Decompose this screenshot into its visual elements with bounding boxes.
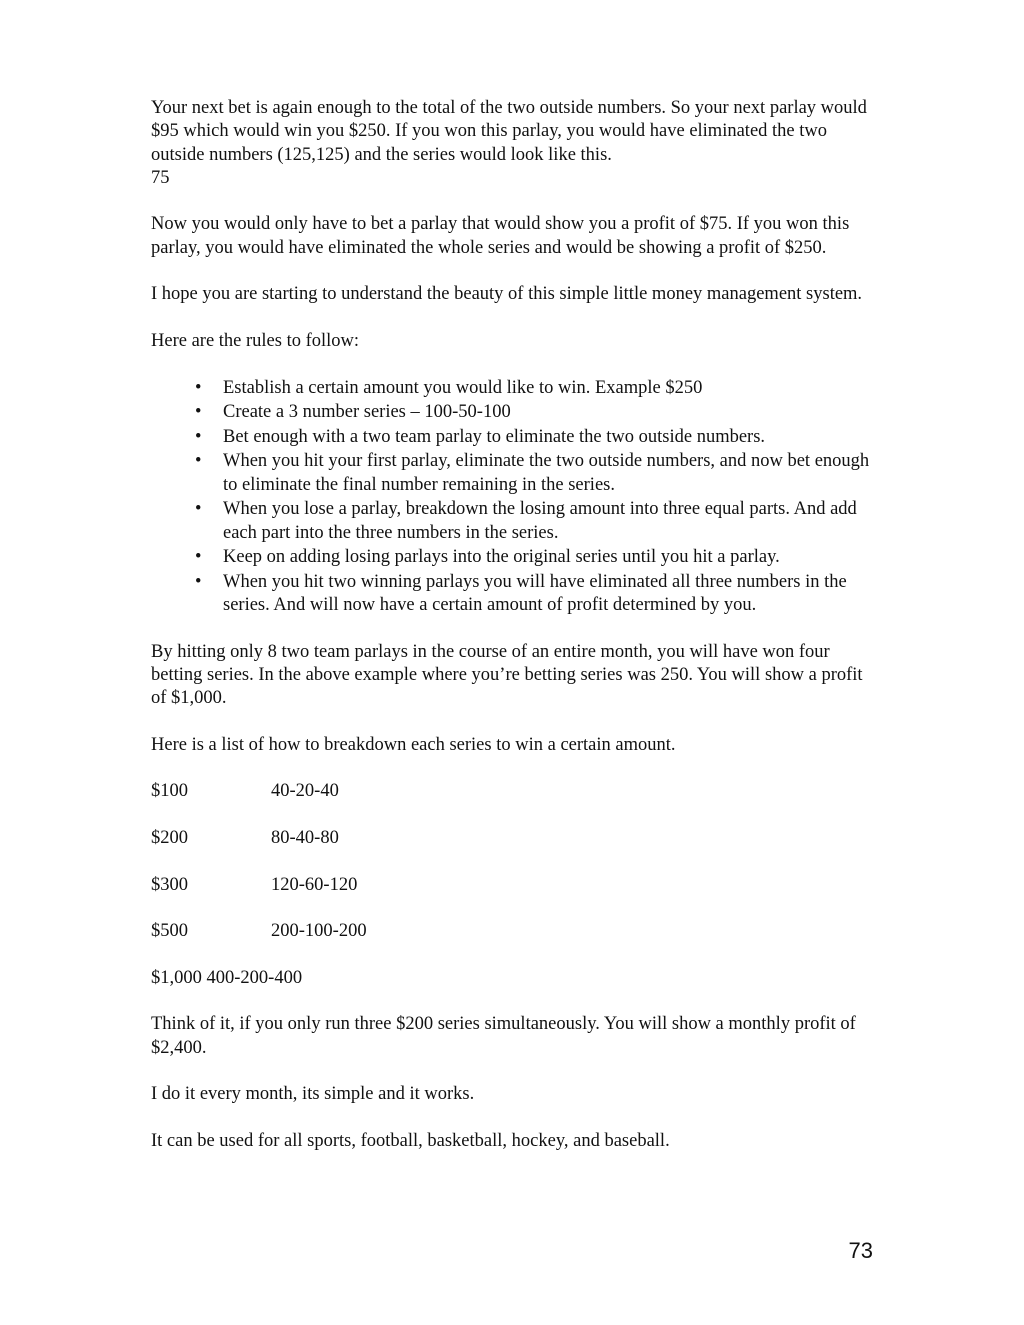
list-item: • Create a 3 number series – 100-50-100 [151,401,881,424]
series-breakdown: 40-20-40 [271,781,339,802]
rules-list [151,377,881,618]
beauty-paragraph: I hope you are starting to understand the beauty of this simple little money management system. [151,284,863,305]
intro-text: Your next bet is again enough to the total of the two outside numbers. So your next parlay would $95 which would win you $250. If you won this parlay, you would have eliminated the two outside numbers (125,125) and the series would look like this. [151,98,867,165]
all-sports-paragraph: It can be used for all sports, football, basketball, hockey, and baseball. [151,1130,670,1151]
list-item: • When you hit two winning parlays you will have eliminated all three numbers in the series. And will now have a certain amount of profit determined by you. [195,571,847,616]
table-row [151,920,881,943]
profit-paragraph: Now you would only have to bet a parlay that would show you a profit of $75. If you won this parlay, you would have eliminated the whole series and would be showing a profit of $250. [151,214,850,258]
document-body [151,97,881,1176]
results-paragraph: By hitting only 8 two team parlays in the course of an entire month, you will have won four betting series. In the above example where you’re betting series was 250. You will show a profit of $1,000. [151,641,863,709]
table-row [151,874,881,897]
series-amount: $300 [151,874,188,895]
intro-series-value: 75 [151,167,170,188]
series-breakdown: 120-60-120 [271,874,358,895]
breakdown-intro: Here is a list of how to breakdown each series to win a certain amount. [151,734,676,755]
series-amount: $200 [151,827,188,848]
every-month-paragraph: I do it every month, its simple and it works. [151,1084,475,1105]
series-last-row: $1,000 400-200-400 [151,967,303,988]
list-item: • Bet enough with a two team parlay to eliminate the two outside numbers. [151,426,881,449]
list-item: • When you lose a parlay, breakdown the losing amount into three equal parts. And add each part into the three numbers in the series. [195,499,857,543]
bullet-icon: • [195,426,202,447]
bullet-icon: • [195,377,202,398]
bullet-icon: • [195,451,202,472]
series-amount: $500 [151,921,188,942]
series-amount: $100 [151,781,188,802]
list-item: • When you hit your first parlay, eliminate the two outside numbers, and now bet enough to eliminate the final number remaining in the series. [195,451,870,495]
bullet-icon: • [195,402,202,423]
list-item: • Establish a certain amount you would like to win. Example $250 [151,377,881,400]
rules-intro: Here are the rules to follow: [151,330,360,351]
series-breakdown: 200-100-200 [271,921,367,942]
page-number: 73 [848,1238,873,1263]
monthly-profit-paragraph: Think of it, if you only run three $200 series simultaneously. You will show a monthly profit of $2,400. [151,1014,856,1058]
list-item: • Keep on adding losing parlays into the original series until you hit a parlay. [151,546,881,569]
bullet-icon: • [195,571,202,592]
bullet-icon: • [195,499,202,520]
table-row [151,827,881,850]
intro-paragraph [151,97,881,190]
table-row [151,780,881,803]
bullet-icon: • [195,547,202,568]
series-breakdown: 80-40-80 [271,827,339,848]
